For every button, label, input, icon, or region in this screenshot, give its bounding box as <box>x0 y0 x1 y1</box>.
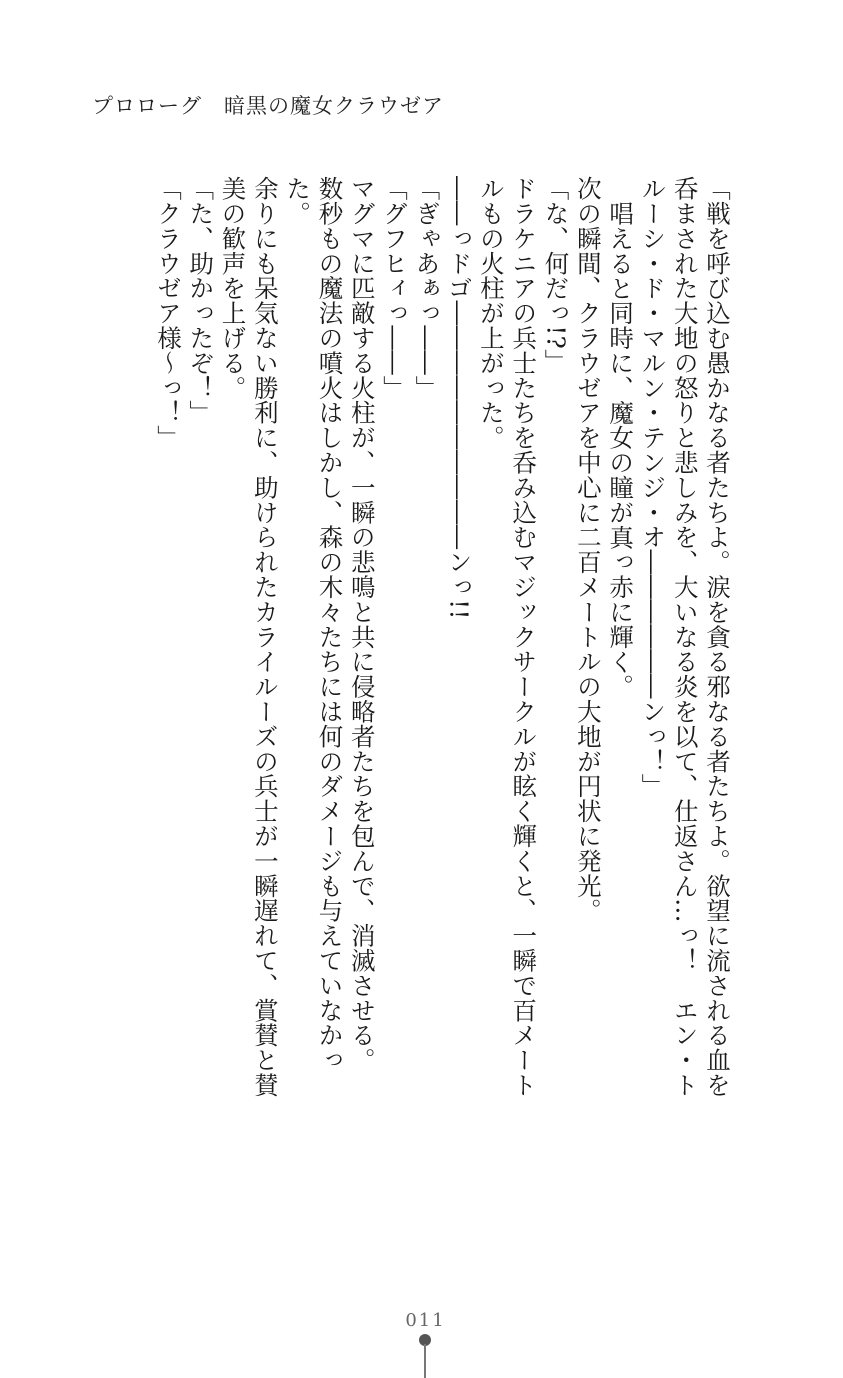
paragraph: 「グフヒィっ――」 <box>380 176 410 401</box>
paragraph: 「た、助かったぞ！」 <box>186 176 216 425</box>
paragraph: ――っドゴ――――――――――ンっ!! <box>444 176 474 620</box>
page-marker <box>419 1334 431 1378</box>
paragraph: 余りにも呆気ない勝利に、助けられたカライルーズの兵士が一瞬遅れて、賞賛と賛美の歓声を上げる。 <box>218 176 280 1098</box>
paragraph: ドラケニアの兵士たちを呑み込むマジックサークルが眩く輝くと、一瞬で百メートルもの火柱が上がった。 <box>476 176 539 1098</box>
paragraph: 「な、何だっ!?」 <box>541 176 571 375</box>
page-number: 011 <box>405 1310 446 1331</box>
chapter-title: 暗黒の魔女クラウゼア <box>224 94 444 118</box>
paragraph: 「戦を呼び込む愚かなる者たちよ。涙を貪る邪なる者たちよ。欲望に流される血を呑まされた大地の怒りと悲しみを、大いなる炎を以て、仕返さん…っ！ エン・トルーシ・ド・マルン・テンジ・オ――――――ンっ！」 <box>638 176 732 1098</box>
paragraph: 唱えると同時に、魔女の瞳が真っ赤に輝く。 <box>606 200 636 699</box>
chapter-header <box>92 90 444 120</box>
paragraph: 次の瞬間、クラウゼアを中心に二百メートルの大地が円状に発光。 <box>573 176 603 923</box>
paragraph: 数秒もの魔法の噴火はしかし、森の木々たちには何のダメージも与えていなかった。 <box>283 176 345 1073</box>
paragraph: 「ぎゃあぁっ――」 <box>412 176 442 401</box>
paragraph: マグマに匹敵する火柱が、一瞬の悲鳴と共に侵略者たちを包んで、消滅させる。 <box>347 176 377 1073</box>
chapter-label: プロローグ <box>92 94 202 118</box>
page-marker-line <box>424 1344 426 1378</box>
body-text <box>83 176 733 1116</box>
paragraph: 「クラウゼア様〜っ！」 <box>153 176 183 450</box>
